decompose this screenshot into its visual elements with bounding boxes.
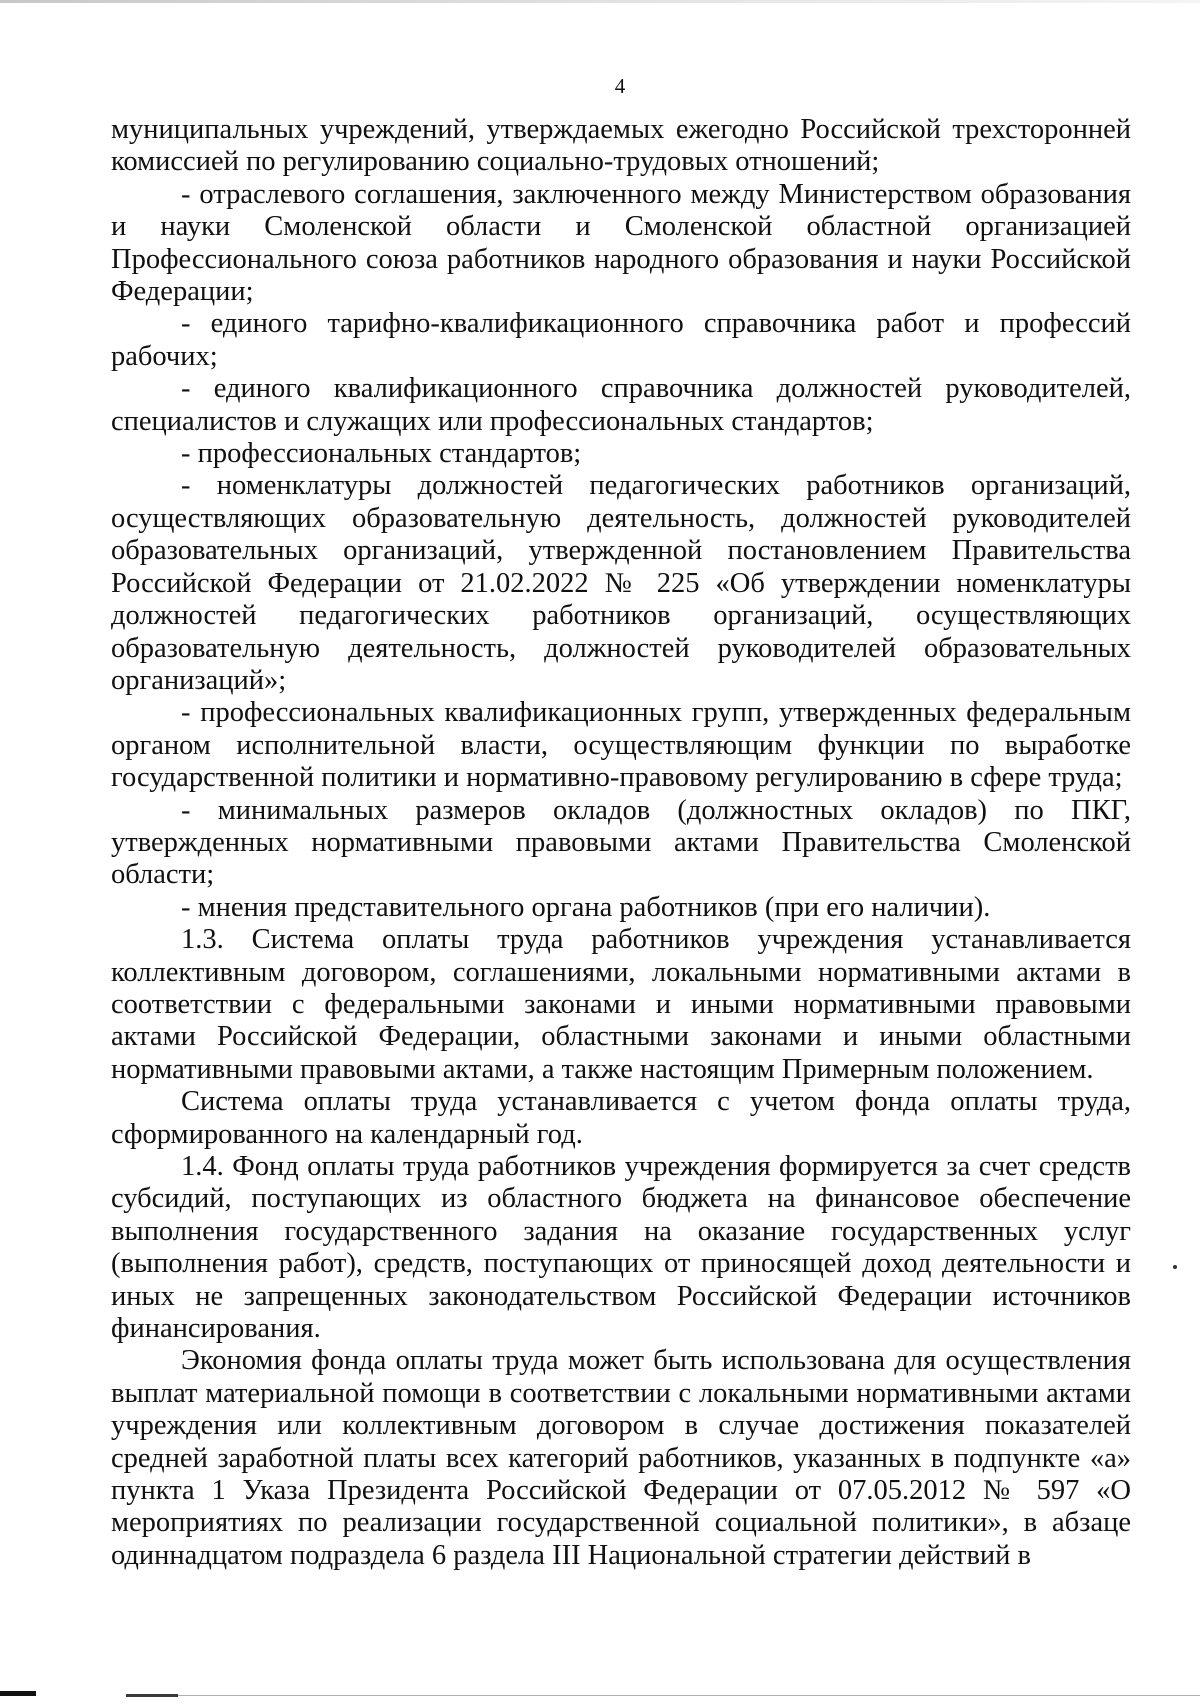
- scan-speck: [1173, 1265, 1177, 1269]
- scan-top-edge: [0, 0, 1200, 3]
- paragraph-12: 1.4. Фонд оплаты труда работников учреждения формируется за счет средств субсидий, поступающих из областного бюджета на финансовое обеспечение выполнения государственного задания на оказание государственных услуг (выполнения работ), средств, поступающих от приносящей доход деятельности и иных не запрещенных законодательством Российской Федерации источников финансирования.: [111, 1151, 1131, 1345]
- paragraph-9: - мнения представительного органа работников (при его наличии).: [181, 891, 991, 923]
- paragraph-4: - единого квалификационного справочника должностей руководителей, специалистов и служащих или профессиональных стандартов;: [111, 373, 1131, 437]
- paragraph-2: - отраслевого соглашения, заключенного между Министерством образования и науки Смоленской области и Смоленской областной организацией Профессионального союза работников народного образования и науки Российской Федерации;: [111, 178, 1131, 308]
- scan-bottom-mark-left: [0, 1691, 36, 1696]
- scan-bottom-mark-mid: [126, 1694, 178, 1697]
- paragraph-8: - минимальных размеров окладов (должностных окладов) по ПКГ, утвержденных нормативными правовыми актами Правительства Смоленской области;: [111, 794, 1131, 891]
- page-number: 4: [614, 74, 626, 98]
- paragraph-7: - профессиональных квалификационных групп, утвержденных федеральным органом исполнительной власти, осуществляющим функции по выработке государственной политики и нормативно-правовому регулированию в сфере труда;: [111, 697, 1131, 794]
- document-body: [111, 114, 1131, 1572]
- paragraph-11: Система оплаты труда устанавливается с учетом фонда оплаты труда, сформированного на календарный год.: [111, 1086, 1131, 1150]
- paragraph-1: муниципальных учреждений, утверждаемых ежегодно Российской трехсторонней комиссией по регулированию социально-трудовых отношений;: [111, 114, 1131, 178]
- scan-bottom-edge: [178, 1695, 1200, 1696]
- paragraph-6: - номенклатуры должностей педагогических работников организаций, осуществляющих образовательную деятельность, должностей руководителей образовательных организаций, утвержденной постановлением Правительства Российской Федерации от 21.02.2022 № 225 «Об утверждении номенклатуры должностей педагогических работников организаций, осуществляющих образовательную деятельность, должностей руководителей образовательных организаций»;: [111, 470, 1131, 696]
- paragraph-3: - единого тарифно-квалификационного справочника работ и профессий рабочих;: [111, 308, 1131, 372]
- paragraph-13: Экономия фонда оплаты труда может быть использована для осуществления выплат материальной помощи в соответствии с локальными нормативными актами учреждения или коллективным договором в случае достижения показателей средней заработной платы всех категорий работников, указанных в подпункте «а» пункта 1 Указа Президента Российской Федерации от 07.05.2012 № 597 «О мероприятиях по реализации государственной социальной политики», в абзаце одиннадцатом подраздела 6 раздела III Национальной стратегии действий в: [111, 1345, 1131, 1571]
- paragraph-10: 1.3. Система оплаты труда работников учреждения устанавливается коллективным договором, соглашениями, локальными нормативными актами в соответствии с федеральными законами и иными нормативными правовыми актами Российской Федерации, областными законами и иными областными нормативными правовыми актами, а также настоящим Примерным положением.: [111, 924, 1131, 1085]
- paragraph-5: - профессиональных стандартов;: [181, 438, 582, 470]
